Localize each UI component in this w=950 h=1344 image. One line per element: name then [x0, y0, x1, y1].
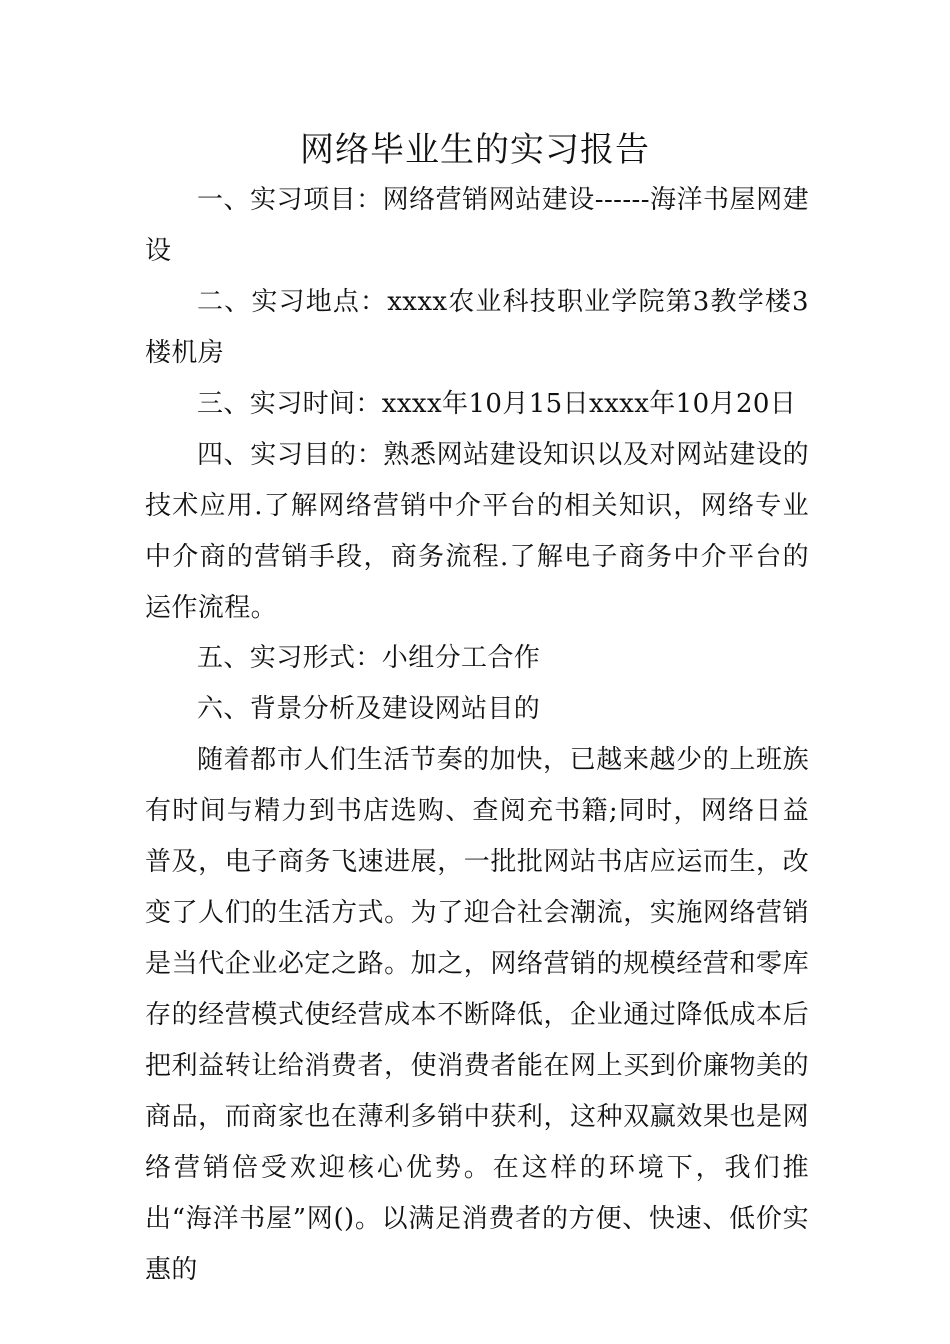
- paragraph-internship-location: 二、实习地点：xxxx农业科技职业学院第3教学楼3楼机房: [145, 287, 809, 368]
- document-title: 网络毕业生的实习报告: [300, 130, 650, 170]
- paragraph-internship-time: 三、实习时间：xxxx年10月15日xxxx年10月20日: [197, 389, 797, 419]
- paragraph-internship-purpose: 四、实习目的：熟悉网站建设知识以及对网站建设的技术应用.了解网络营销中介平台的相关知识，网络专业中介商的营销手段，商务流程.了解电子商务中介平台的运作流程。: [145, 440, 809, 623]
- document-body: [145, 175, 809, 1296]
- paragraph-internship-project: 一、实习项目：网络营销网站建设------海洋书屋网建设: [145, 185, 809, 266]
- paragraph-internship-form: 五、实习形式：小组分工合作: [197, 643, 541, 673]
- paragraph-background-body: 随着都市人们生活节奏的加快，已越来越少的上班族有时间与精力到书店选购、查阅充书籍;同时，网络日益普及，电子商务飞速进展，一批批网站书店应运而生，改变了人们的生活方式。为了迎合社会潮流，实施网络营销是当代企业必定之路。加之，网络营销的规模经营和零库存的经营模式使经营成本不断降低，企业通过降低成本后把利益转让给消费者，使消费者能在网上买到价廉物美的商品，而商家也在薄利多销中获利，这种双赢效果也是网络营销倍受欢迎核心优势。在这样的环境下，我们推出“海洋书屋”网()。以满足消费者的方便、快速、低价实惠的: [145, 745, 809, 1285]
- paragraph-background-heading: 六、背景分析及建设网站目的: [197, 694, 541, 724]
